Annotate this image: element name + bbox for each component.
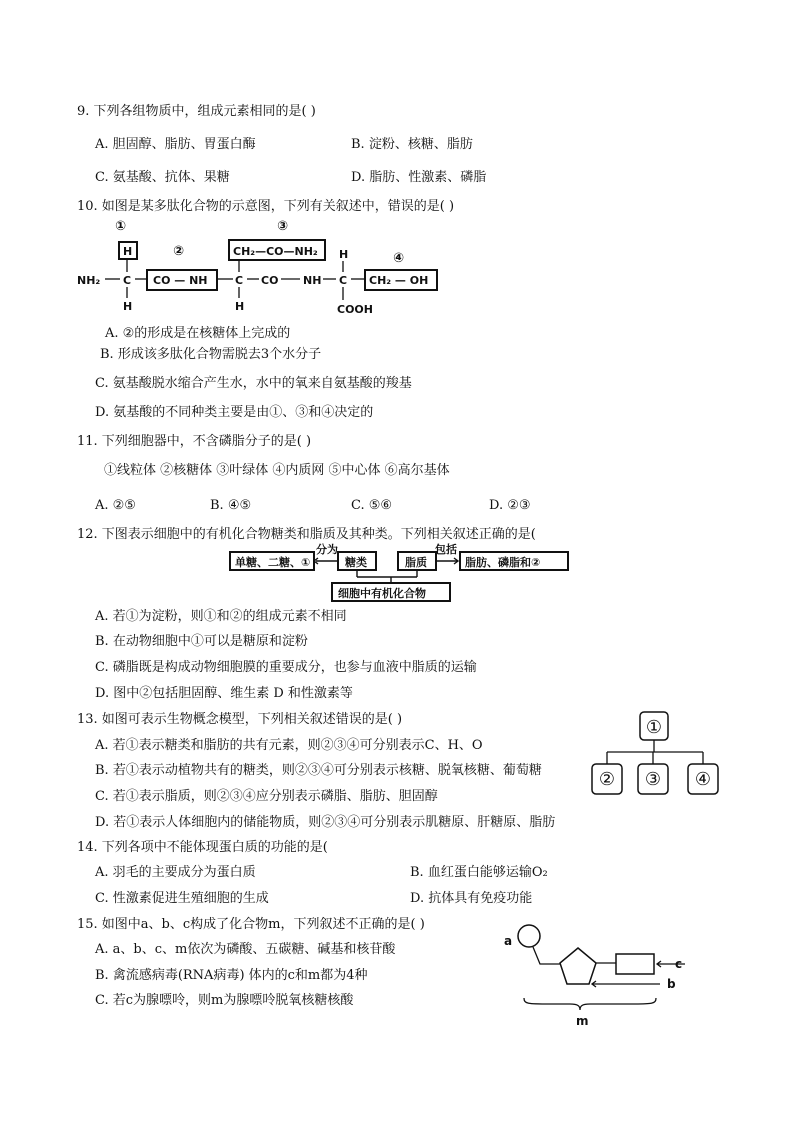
concept-model-figure — [588, 708, 728, 798]
q12-option-a: A. 若①为淀粉，则①和②的组成元素不相同 — [95, 609, 347, 624]
q14-option-d: D. 抗体具有免疫功能 — [410, 891, 533, 906]
q11-option-b: B. ④⑤ — [210, 498, 252, 513]
h-bottom1-text: H — [123, 300, 133, 313]
q13-stem: 13. 如图可表示生物概念模型，下列相关叙述错误的是( ) — [77, 712, 403, 727]
label-4: ④ — [393, 251, 405, 266]
q14-option-b: B. 血红蛋白能够运输O₂ — [410, 865, 548, 880]
organic-compound-figure — [228, 543, 573, 605]
label-a: a — [504, 934, 513, 948]
lipids-label: 脂肪、磷脂和② — [465, 556, 541, 569]
q12-option-b: B. 在动物细胞中①可以是糖原和淀粉 — [95, 634, 308, 649]
label-2: ② — [173, 244, 185, 259]
lipid-label: 脂质 — [405, 556, 427, 569]
carb-label: 糖类 — [345, 556, 367, 569]
q12-stem: 12. 下图表示细胞中的有机化合物糖类和脂质及其种类。下列相关叙述正确的是( — [77, 527, 536, 542]
q9-stem: 9. 下列各组物质中，组成元素相同的是( ) — [77, 104, 316, 119]
q15-stem: 15. 如图中a、b、c构成了化合物m，下列叙述不正确的是( ) — [77, 917, 425, 932]
q10-stem: 10. 如图是某多肽化合物的示意图，下列有关叙述中，错误的是( ) — [77, 199, 455, 214]
c3-text: C — [339, 274, 348, 287]
q13-option-c: C. 若①表示脂质，则②③④应分别表示磷脂、脂肪、胆固醇 — [95, 789, 438, 804]
organic-label: 细胞中有机化合物 — [338, 587, 426, 600]
q11-stem: 11. 下列细胞器中，不含磷脂分子的是( ) — [77, 434, 312, 449]
q11-option-c: C. ⑤⑥ — [351, 498, 393, 513]
q15-option-c: C. 若c为腺嘌呤，则m为腺嘌呤脱氧核糖核酸 — [95, 993, 354, 1008]
q9-option-c: C. 氨基酸、抗体、果糖 — [95, 170, 230, 185]
c1-text: C — [123, 274, 132, 287]
nh2-text: NH₂ — [77, 274, 101, 287]
q12-option-c: C. 磷脂既是构成动物细胞膜的重要成分，也参与血液中脂质的运输 — [95, 660, 477, 675]
node-1: ① — [645, 717, 663, 738]
q13-option-b: B. 若①表示动植物共有的糖类，则②③④可分别表示核糖、脱氧核糖、葡萄糖 — [95, 763, 542, 778]
ch2-conh2-text: CH₂—CO—NH₂ — [233, 245, 318, 258]
label-3: ③ — [277, 219, 289, 234]
q10-option-c: C. 氨基酸脱水缩合产生水，水中的氧来自氨基酸的羧基 — [95, 376, 412, 391]
h-bottom2-text: H — [235, 300, 245, 313]
cooh-text: COOH — [337, 303, 373, 316]
h-top-text: H — [123, 245, 133, 258]
q14-stem: 14. 下列各项中不能体现蛋白质的功能的是( — [77, 840, 328, 855]
h-top3-text: H — [339, 248, 349, 261]
q13-option-d: D. 若①表示人体细胞内的储能物质，则②③④可分别表示肌糖原、肝糖原、脂肪 — [95, 815, 556, 830]
ch2-oh-text: CH₂ — OH — [369, 274, 429, 287]
q15-option-a: A. a、b、c、m依次为磷酸、五碳糖、碱基和核苷酸 — [95, 942, 396, 957]
node-2: ② — [598, 769, 616, 790]
co-nh-text: CO — NH — [153, 274, 208, 287]
q14-option-a: A. 羽毛的主要成分为蛋白质 — [95, 865, 256, 880]
q15-option-b: B. 禽流感病毒(RNA病毒) 体内的c和m都为4种 — [95, 968, 368, 983]
sugars-label: 单糖、二糖、① — [235, 556, 311, 569]
q10-option-d: D. 氨基酸的不同种类主要是由①、③和④决定的 — [95, 405, 374, 420]
label-m: m — [576, 1014, 589, 1028]
q11-option-a: A. ②⑤ — [95, 498, 136, 513]
label-1: ① — [115, 219, 127, 234]
q13-option-a: A. 若①表示糖类和脂肪的共有元素，则②③④可分别表示C、H、O — [95, 738, 483, 753]
q11-organelle-list: ①线粒体 ②核糖体 ③叶绿体 ④内质网 ⑤中心体 ⑥高尔基体 — [104, 463, 450, 478]
co-text: CO — [261, 274, 279, 287]
node-4: ④ — [694, 769, 712, 790]
polypeptide-figure — [75, 218, 445, 318]
divide-label: 分为 — [316, 543, 338, 556]
nucleotide-figure — [500, 918, 695, 1030]
node-3: ③ — [644, 769, 662, 790]
include-label: 包括 — [435, 543, 457, 556]
label-b: b — [667, 977, 676, 991]
q9-option-a: A. 胆固醇、脂肪、胃蛋白酶 — [95, 137, 256, 152]
q14-option-c: C. 性激素促进生殖细胞的生成 — [95, 891, 269, 906]
nh-text: NH — [303, 274, 322, 287]
q11-option-d: D. ②③ — [489, 498, 531, 513]
q9-option-d: D. 脂肪、性激素、磷脂 — [351, 170, 487, 185]
q12-option-d: D. 图中②包括胆固醇、维生素 D 和性激素等 — [95, 686, 353, 701]
q9-option-b: B. 淀粉、核糖、脂肪 — [351, 137, 473, 152]
c2-text: C — [235, 274, 244, 287]
label-c: c — [675, 957, 683, 971]
q10-option-b: B. 形成该多肽化合物需脱去3个水分子 — [100, 347, 322, 362]
q10-option-a: A. ②的形成是在核糖体上完成的 — [105, 326, 291, 341]
